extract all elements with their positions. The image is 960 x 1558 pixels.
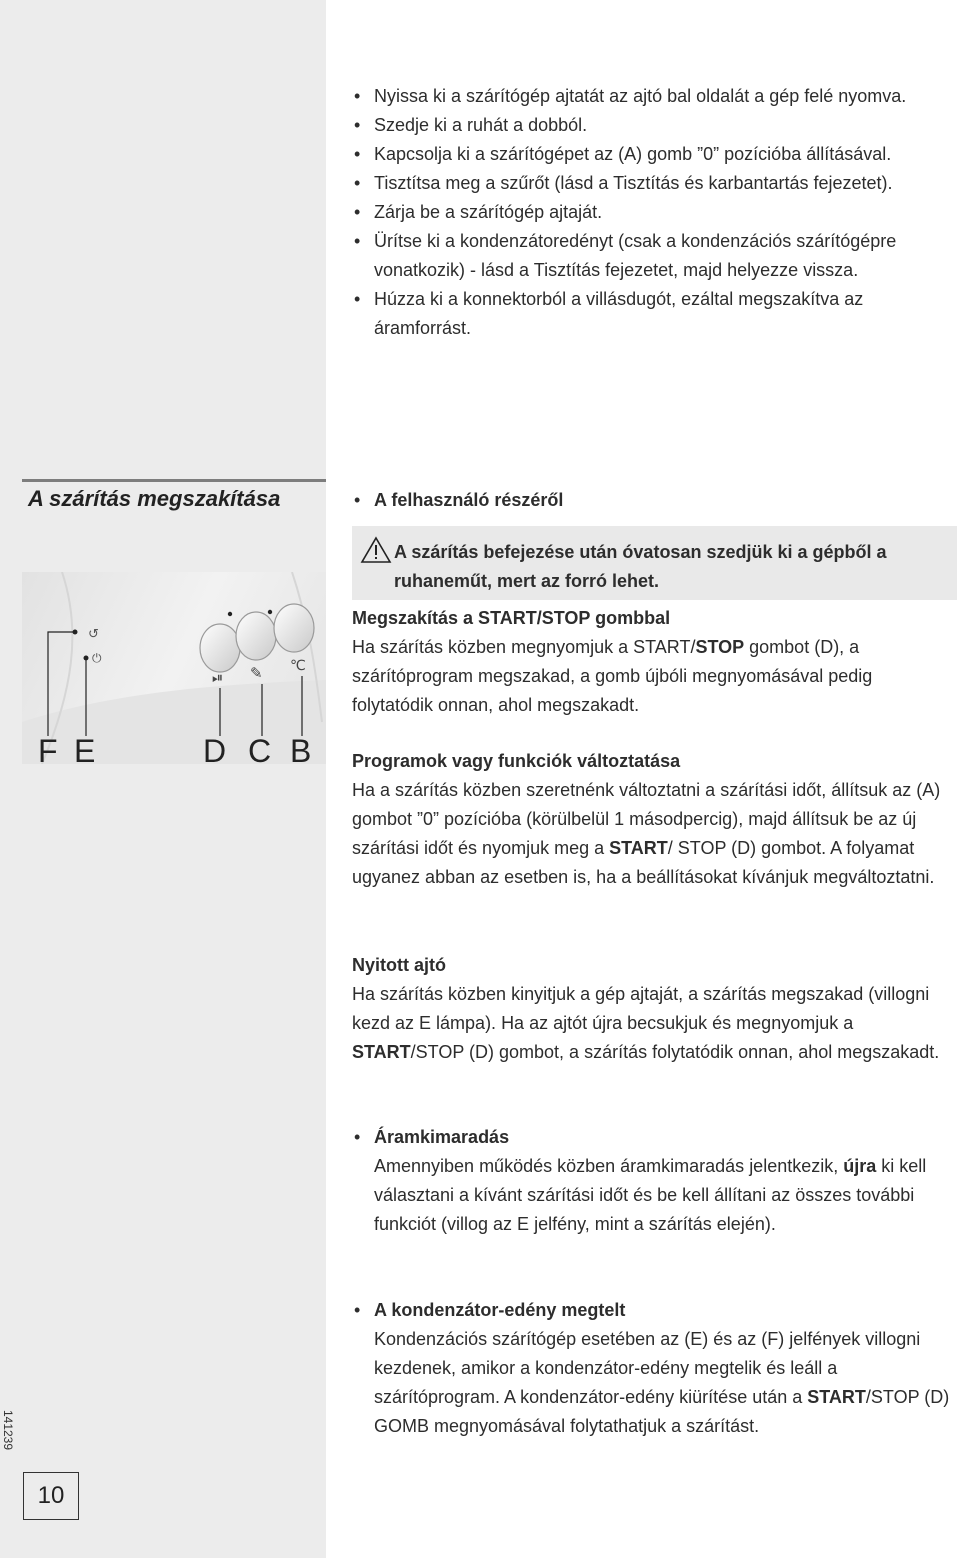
page-number: 10 xyxy=(23,1472,79,1520)
intro-bullet: • Ürítse ki a kondenzátoredényt (csak a kondenzációs szárítógépre vonatkozik) - lásd a Tisztítás fejezetet, majd helyezze vissza. xyxy=(352,227,957,285)
svg-text:↺: ↺ xyxy=(88,627,99,642)
sidebar xyxy=(0,0,326,1558)
section-heading: A szárítás megszakítása xyxy=(28,486,281,511)
section-divider xyxy=(22,479,326,482)
door-title: Nyitott ajtó xyxy=(352,955,446,975)
door-section xyxy=(352,951,957,1067)
intro-bullet: • Húzza ki a konnektorból a villásdugót, ezáltal megszakítva az áramforrást. xyxy=(352,285,957,343)
intro-bullet: • Tisztítsa meg a szűrőt (lásd a Tisztítás és karbantartás fejezetet). xyxy=(352,169,957,198)
power-section xyxy=(352,1123,957,1239)
power-text: Amennyiben működés közben áramkimaradás jelentkezik, újra ki kell választani a kívánt szárítási időt és be kell állítani az összes további funkciót (villog az E jelfény, mint a szárítás elején). xyxy=(374,1156,927,1234)
condenser-title: • A kondenzátor-edény megtelt xyxy=(374,1300,626,1320)
warning-text: A szárítás befejezése után óvatosan szedjük ki a gépből a ruhaneműt, mert az forró lehet. xyxy=(394,542,887,591)
intro-bullet: • Szedje ki a ruhát a dobból. xyxy=(352,111,957,140)
start-stop-section xyxy=(352,604,957,720)
change-title: Programok vagy funkciók változtatása xyxy=(352,751,681,771)
change-section xyxy=(352,747,957,892)
label-d: D xyxy=(203,733,227,764)
label-c: C xyxy=(248,733,272,764)
control-panel-drawing xyxy=(22,572,326,764)
door-text: Ha szárítás közben kinyitjuk a gép ajtaját, a szárítás megszakad (villogni kezd az E lámpa). Ha az ajtót újra becsukjuk és megnyomjuk a START/STOP (D) gombot, a szárítás folytatódik onnan, ahol megszakadt. xyxy=(352,984,940,1062)
warning-icon xyxy=(360,536,392,564)
svg-text:℃: ℃ xyxy=(290,658,306,674)
label-e: E xyxy=(74,733,96,764)
label-f: F xyxy=(38,733,58,764)
condenser-section xyxy=(352,1296,957,1441)
control-panel-illustration xyxy=(22,572,326,764)
intro-bullet: • Zárja be a szárítógép ajtaját. xyxy=(352,198,957,227)
label-b: B xyxy=(290,733,312,764)
svg-text:✎: ✎ xyxy=(250,664,263,682)
condenser-text: Kondenzációs szárítógép esetében az (E) és az (F) jelfények villogni kezdenek, amikor a kondenzátor-edény megtelik és leáll a szárítóprogram. A kondenzátor-edény kiürítése után a START/STOP (D) GOMB megnyomásával folytathatjuk a szárítást. xyxy=(374,1329,950,1436)
change-text: Ha a szárítás közben szeretnénk változtatni a szárítási időt, állítsuk az (A) gombot ”0” pozícióba (körülbelül 1 másodpercig), majd állítsuk be az új szárítási időt és nyomjuk meg a START/ STOP (D) gombot. A folyamat ugyanez abban az esetben is, ha a beállításokat kívánjuk megváltoztatni. xyxy=(352,780,941,887)
svg-text:⏻: ⏻ xyxy=(92,651,102,665)
intro-bullet: • Kapcsolja ki a szárítógépet az (A) gomb ”0” pozícióba állításával. xyxy=(352,140,957,169)
user-bullet: • A felhasználó részéről xyxy=(352,486,563,515)
intro-bullet: • Nyissa ki a szárítógép ajtatát az ajtó bal oldalát a gép felé nyomva. xyxy=(352,82,957,111)
start-stop-text: Ha szárítás közben megnyomjuk a START/STOP gombot (D), a szárítóprogram megszakad, a gomb újbóli megnyomásával pedig folytatódik onnan, ahol megszakadt. xyxy=(352,637,873,715)
power-title: • Áramkimaradás xyxy=(374,1127,510,1147)
intro-bullet-list xyxy=(352,82,957,343)
warning-box xyxy=(352,526,957,600)
page-code: 141239 xyxy=(1,1409,15,1451)
start-stop-title: Megszakítás a START/STOP gombbal xyxy=(352,608,671,628)
svg-text:⏯: ⏯ xyxy=(212,670,224,686)
